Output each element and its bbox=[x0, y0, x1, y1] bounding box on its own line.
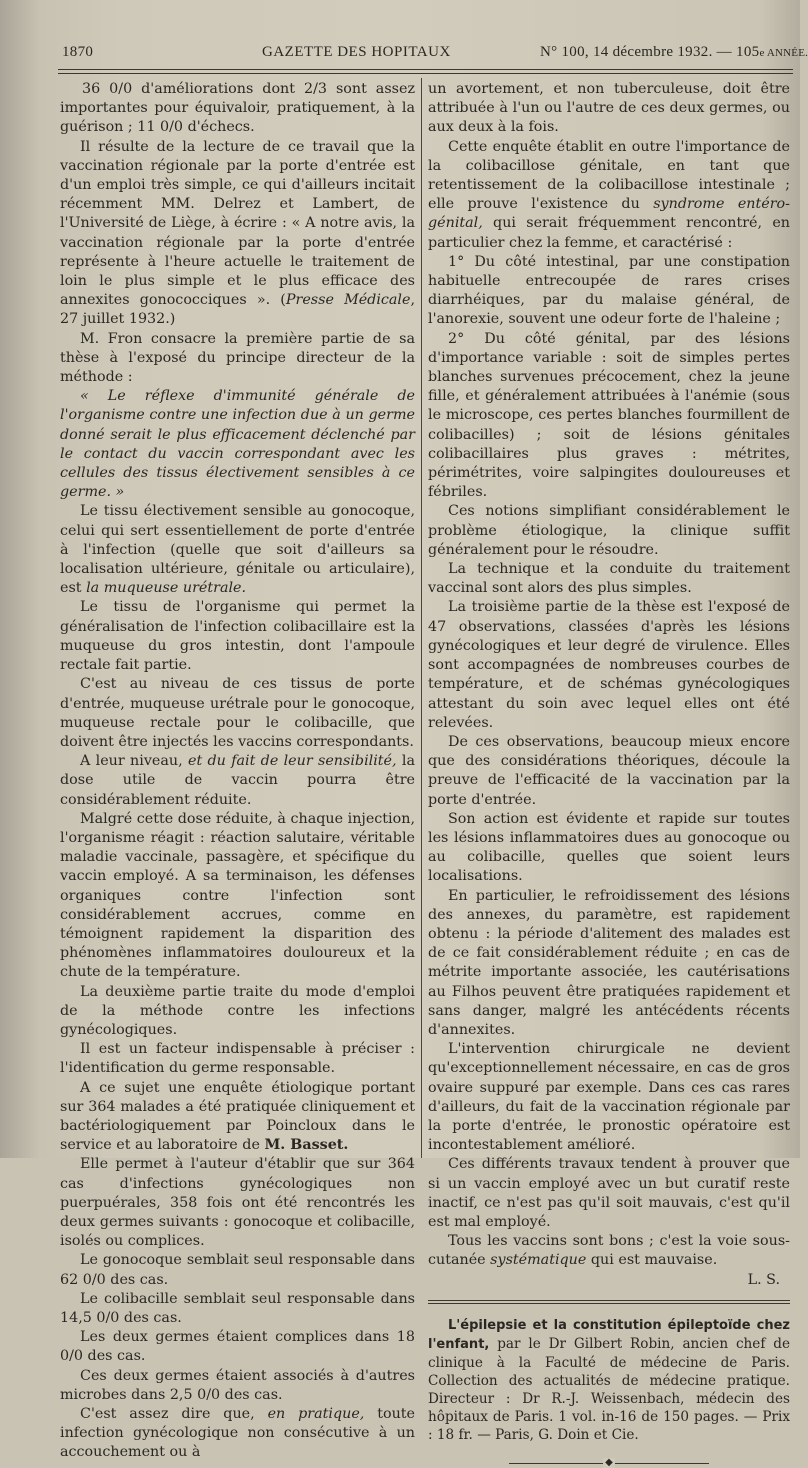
ornament-divider bbox=[509, 1458, 709, 1468]
text-run: qui est mauvaise. bbox=[586, 1252, 718, 1269]
ornament-glyph: ◆ bbox=[603, 1458, 615, 1468]
issue-year-label: e ANNÉE. bbox=[759, 47, 808, 59]
paragraph: L'intervention chirurgicale ne devient qu'exceptionnellement nécessaire, en cas de gros ovaire suppuré par exemple. Dans ces cas rares d'ailleurs, du fait de la vaccination régionale par la porte d'entrée, le pronostic opératoire est incontestablement amélioré. bbox=[428, 1041, 790, 1154]
paragraph bbox=[428, 138, 790, 253]
header-rule-secondary bbox=[58, 73, 793, 74]
book-title: L'épilepsie et la constitution épileptoïde chez l'enfant, bbox=[428, 1317, 790, 1352]
page-number: 1870 bbox=[62, 44, 94, 60]
paragraph: En particulier, le refroidissement des lésions des annexes, du paramètre, est rapidement obtenu : la période d'alitement des malades est de ce fait considérablement réduite ; en cas de métrite importante associée, les cautérisations au Filhos peuvent être pratiquées rapidement et sans danger, malgré les antécédents récents d'annexites. bbox=[428, 887, 790, 1038]
paragraph bbox=[60, 138, 415, 330]
text-run: toute infection gynécologique non consécutive à un accouchement ou à bbox=[60, 1406, 416, 1461]
text-run: la dose utile de vaccin pourra être considérablement réduite. bbox=[60, 753, 415, 808]
right-column bbox=[428, 80, 790, 1468]
paragraph: Ces notions simplifiant considérablement le problème étiologique, la clinique suffit généralement pour le résoudre. bbox=[428, 503, 790, 558]
paragraph: De ces observations, beaucoup mieux encore que des considérations théoriques, découle la preuve de l'efficacité de la vaccination par la porte d'entrée. bbox=[428, 733, 790, 808]
emphasis: et du fait de leur sensibilité, bbox=[187, 753, 397, 770]
paragraph: Il est un facteur indispensable à préciser : l'identification du germe responsable. bbox=[60, 1041, 415, 1077]
paragraph bbox=[60, 1079, 415, 1156]
text-run: Le tissu électivement sensible au gonocoque, celui qui sert essentiellement de porte d'entrée à l'infection (quelle que soit d'ailleurs sa localisation ultérieure, génitale ou articulaire), est bbox=[60, 503, 415, 597]
paragraph: Le colibacille semblait seul responsable dans 14,5 0/0 des cas. bbox=[60, 1290, 415, 1326]
emphasis: en pratique, bbox=[267, 1406, 365, 1423]
text-run: A ce sujet une enquête étiologique portant sur 364 malades a été pratiquée cliniquement et bactériologiquement par Poincloux dans le service et au laboratoire de bbox=[60, 1079, 415, 1154]
paragraph: Les deux germes étaient complices dans 18 0/0 des cas. bbox=[60, 1329, 415, 1365]
author-signature: L. S. bbox=[747, 1271, 780, 1288]
paragraph: Malgré cette dose réduite, à chaque injection, l'organisme réagit : réaction salutaire, véritable maladie vaccinale, passagère, et spécifique du vaccin employé. A sa terminaison, les défenses organiques contre l'infection sont considérablement accrues, comme en témoignent rapidement la disparition des phénomènes inflammatoires douloureux et la chute de la température. bbox=[60, 810, 415, 981]
text-run: C'est assez dire que, bbox=[80, 1406, 268, 1423]
paragraph bbox=[60, 502, 415, 598]
journal-title: GAZETTE DES HOPITAUX bbox=[262, 44, 451, 60]
text-run: qui serait fréquemment rencontré, en particulier chez la femme, et caractérisé : bbox=[428, 215, 790, 251]
emphasis: la muqueuse urétrale. bbox=[86, 580, 247, 597]
paragraph: M. Fron consacre la première partie de sa thèse à l'exposé du principe directeur de la méthode : bbox=[60, 330, 415, 386]
paragraph: 2° Du côté génital, par des lésions d'importance variable : soit de simples pertes blanches survenues précocement, chez la jeune fille, et généralement attribuées à l'anémie (sous le microscope, ces pertes blanches fourmillent de colibacilles) ; soit de lésions génitales colibacillaires plus graves : métrites, périmétrites, voire salpingites douloureuses et fébriles. bbox=[428, 330, 790, 501]
paragraph: La troisième partie de la thèse est l'exposé de 47 observations, classées d'après les lésions gynécologiques et leur degré de virulence. Elles sont accompagnées de nombreuses courbes de température, et de schémas gynécologiques attestant du soin avec lequel elles ont été relevées. bbox=[428, 599, 790, 731]
paragraph bbox=[60, 752, 415, 810]
paragraph: C'est au niveau de ces tissus de porte d'entrée, muqueuse urétrale pour le gonocoque, muqueuse rectale pour le colibacille, que doivent être injectés les vaccins correspondants. bbox=[60, 676, 415, 750]
issue-date: N° 100, 14 décembre 1932. — 105 bbox=[540, 44, 760, 60]
citation: Presse Médicale bbox=[285, 292, 411, 309]
header-rule bbox=[58, 69, 793, 70]
paragraph bbox=[428, 1232, 790, 1270]
text-run: Cette enquête établit en outre l'importance de la colibacillose génitale, en tant que retentissement de la colibacillose intestinale ; elle prouve l'existence du bbox=[428, 138, 790, 213]
issue-info bbox=[540, 44, 808, 61]
book-review bbox=[428, 1316, 790, 1444]
text-run: A leur niveau, bbox=[80, 753, 188, 770]
paragraph: La deuxième partie traite du mode d'emploi de la méthode contre les infections gynécologiques. bbox=[60, 983, 415, 1038]
paragraph: Elle permet à l'auteur d'établir que sur 364 cas d'infections gynécologiques non puerpuérales, 358 fois ont été rencontrés les deux germes suivants : gonocoque et colibacille, isolés ou complices. bbox=[60, 1156, 415, 1250]
paragraph: Son action est évidente et rapide sur toutes les lésions inflammatoires dues au gonocoque ou au colibacille, quelles que soient leurs localisations. bbox=[428, 810, 790, 885]
paragraph: 36 0/0 d'améliorations dont 2/3 sont assez importantes pour équivaloir, pratiquement, à la guérison ; 11 0/0 d'échecs. bbox=[60, 81, 415, 136]
emphasis: syndrome entéro-génital, bbox=[428, 196, 790, 232]
paragraph: un avortement, et non tuberculeuse, doit être attribuée à l'un ou l'autre de ces deux germes, ou aux deux à la fois. bbox=[428, 81, 790, 136]
emphasis: systématique bbox=[490, 1252, 587, 1269]
text-run: Tous les vaccins sont bons ; c'est la voie sous-cutanée bbox=[428, 1233, 790, 1269]
page-header bbox=[0, 44, 808, 68]
paragraph: Le gonocoque semblait seul responsable dans 62 0/0 des cas. bbox=[60, 1252, 415, 1288]
paragraph bbox=[60, 1405, 415, 1463]
quote-paragraph: « Le réflexe d'immunité générale de l'organisme contre une infection due à un germe donné serait le plus efficacement déclenché par le contact du vaccin correspondant avec les cellules des tissus électivement sensibles à ce germe. » bbox=[60, 388, 415, 501]
text-run: Il résulte de la lecture de ce travail que la vaccination régionale par la porte d'entrée est d'un emploi très simple, ce qui d'ailleurs incitait récemment MM. Delrez et Lambert, de l'Université de Liège, à écrire : « A notre avis, la vaccination régionale par la porte d'entrée représente à l'heure actuelle le traitement de loin le plus simple et le plus efficace des annexites gonococciques ». ( bbox=[60, 138, 415, 309]
text-run: , 27 juillet 1932.) bbox=[60, 292, 416, 328]
paragraph: La technique et la conduite du traitement vaccinal sont alors des plus simples. bbox=[428, 561, 790, 597]
paragraph: Le tissu de l'organisme qui permet la généralisation de l'infection colibacillaire est la muqueuse du gros intestin, dont l'ampoule rectale fait partie. bbox=[60, 599, 415, 674]
section-rule-secondary bbox=[428, 1303, 790, 1304]
section-rule bbox=[428, 1300, 790, 1301]
paragraph: Ces deux germes étaient associés à d'autres microbes dans 2,5 0/0 des cas. bbox=[60, 1367, 415, 1403]
column-divider bbox=[421, 78, 422, 1158]
left-column bbox=[60, 80, 415, 1463]
book-details: par le Dr Gilbert Robin, ancien chef de clinique à la Faculté de médecine de Paris. Collection des actualités de médecine pratique. Directeur : Dr R.-J. Weissenbach, médecin des hôpitaux de Paris. 1 vol. in-16 de 150 pages. — Prix : 18 fr. — Paris, G. Doin et Cie. bbox=[428, 1335, 790, 1443]
paragraph: Ces différents travaux tendent à prouver que si un vaccin employé avec un but curatif reste inactif, ce n'est pas qu'il soit mauvais, c'est qu'il est mal employé. bbox=[428, 1156, 790, 1230]
paragraph: 1° Du côté intestinal, par une constipation habituelle entrecoupée de rares crises diarrhéiques, par du malaise général, de l'anorexie, souvent une odeur forte de l'haleine ; bbox=[428, 253, 790, 328]
person-name: M. Basset. bbox=[264, 1137, 349, 1154]
